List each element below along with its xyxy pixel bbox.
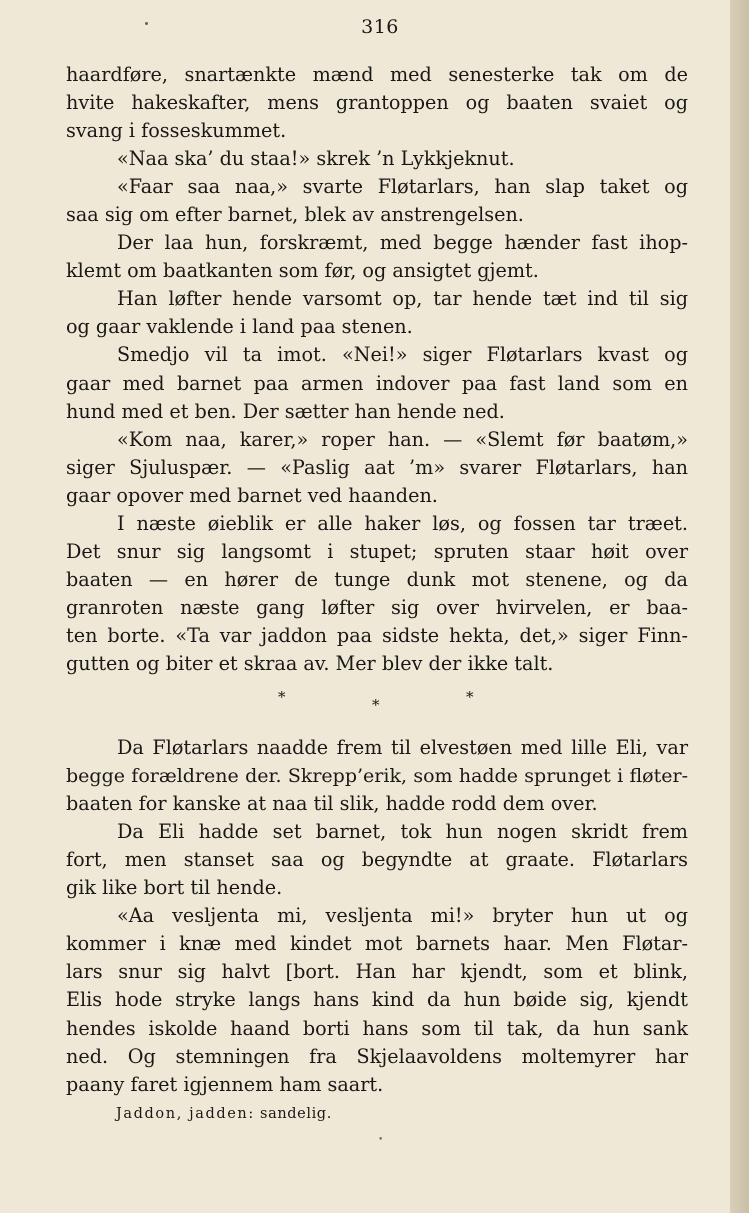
text-line: og gaar vaklende i land paa stenen. bbox=[66, 315, 413, 339]
asterisk: * bbox=[372, 696, 380, 715]
text-line: ten borte. «Ta var jaddon paa sidste hekta, det,» siger Finn- bbox=[66, 623, 688, 647]
text-line: siger Sjuluspær. — «Paslig aat ’m» svarer Fløtarlars, han bbox=[66, 455, 688, 479]
text-line: kommer i knæ med kindet mot barnets haar. Men Fløtar- bbox=[66, 932, 688, 956]
text-line: «Aa vesljenta mi, vesljenta mi!» bryter hun ut og bbox=[117, 904, 688, 928]
text-line: baaten for kanske at naa til slik, hadde rodd dem over. bbox=[66, 792, 598, 816]
footnote bbox=[66, 1102, 688, 1126]
text-line: Der laa hun, forskræmt, med begge hænder fast ihop- bbox=[117, 231, 688, 255]
text-line: hund med et ben. Der sætter han hende ned. bbox=[66, 399, 505, 423]
stray-mark: • bbox=[378, 1135, 384, 1145]
asterisk: * bbox=[466, 688, 474, 707]
page-edge bbox=[730, 0, 749, 1213]
page-number: 316 bbox=[361, 16, 399, 38]
footnote-term: Jaddon, jadden: bbox=[116, 1105, 255, 1122]
text-line: gaar med barnet paa armen indover paa fast land som en bbox=[66, 371, 688, 395]
text-line: I næste øieblik er alle haker løs, og fossen tar træet. bbox=[117, 511, 688, 535]
text-line: klemt om baatkanten som før, og ansigtet gjemt. bbox=[66, 259, 539, 283]
text-line: fort, men stanset saa og begyndte at graate. Fløtarlars bbox=[66, 848, 688, 872]
section-break bbox=[66, 678, 688, 734]
text-line: Da Eli hadde set barnet, tok hun nogen skridt frem bbox=[117, 820, 688, 844]
text-line: Da Fløtarlars naadde frem til elvestøen med lille Eli, var bbox=[117, 736, 688, 760]
footnote-definition: sandelig. bbox=[260, 1105, 332, 1122]
text-line: begge forældrene der. Skrepp’erik, som hadde sprunget i fløter- bbox=[66, 765, 688, 788]
text-line: paany faret igjennem ham saart. bbox=[66, 1072, 384, 1096]
text-line: «Faar saa naa,» svarte Fløtarlars, han slap taket og bbox=[117, 175, 688, 199]
paragraphs-before-break bbox=[66, 61, 688, 678]
text-line: lars snur sig halvt [bort. Han har kjendt, som et blink, bbox=[66, 960, 688, 984]
text-line: Det snur sig langsomt i stupet; spruten staar høit over bbox=[66, 539, 688, 563]
asterisk: * bbox=[278, 688, 286, 707]
text-line: «Kom naa, karer,» roper han. — «Slemt før baatøm,» bbox=[117, 427, 688, 451]
text-line: svang i fosseskummet. bbox=[66, 119, 287, 143]
text-line: gutten og biter et skraa av. Mer blev der ikke talt. bbox=[66, 651, 554, 675]
text-line: Han løfter hende varsomt op, tar hende tæt ind til sig bbox=[117, 287, 688, 311]
text-line: saa sig om efter barnet, blek av anstrengelsen. bbox=[66, 203, 524, 227]
text-line: hendes iskolde haand borti hans som til tak, da hun sank bbox=[66, 1016, 688, 1040]
text-line: ned. Og stemningen fra Skjelaavoldens moltemyrer har bbox=[66, 1044, 688, 1068]
paragraphs-after-break bbox=[66, 734, 688, 1099]
text-line: granroten næste gang løfter sig over hvirvelen, er baa- bbox=[66, 595, 688, 619]
text-line: «Naa ska’ du staa!» skrek ’n Lykkjeknut. bbox=[117, 147, 515, 171]
text-line: Elis hode stryke langs hans kind da hun bøide sig, kjendt bbox=[66, 988, 688, 1012]
text-line: hvite hakeskafter, mens grantoppen og baaten svaiet og bbox=[66, 91, 688, 115]
text-line: gik like bort til hende. bbox=[66, 876, 283, 900]
text-line: haardføre, snartænkte mænd med senesterke tak om de bbox=[66, 63, 688, 86]
text-line: gaar opover med barnet ved haanden. bbox=[66, 483, 438, 507]
text-line: Smedjo vil ta imot. «Nei!» siger Fløtarlars kvast og bbox=[117, 343, 688, 367]
text-line: baaten — en hører de tunge dunk mot stenene, og da bbox=[66, 567, 688, 591]
body-text bbox=[66, 61, 688, 1126]
